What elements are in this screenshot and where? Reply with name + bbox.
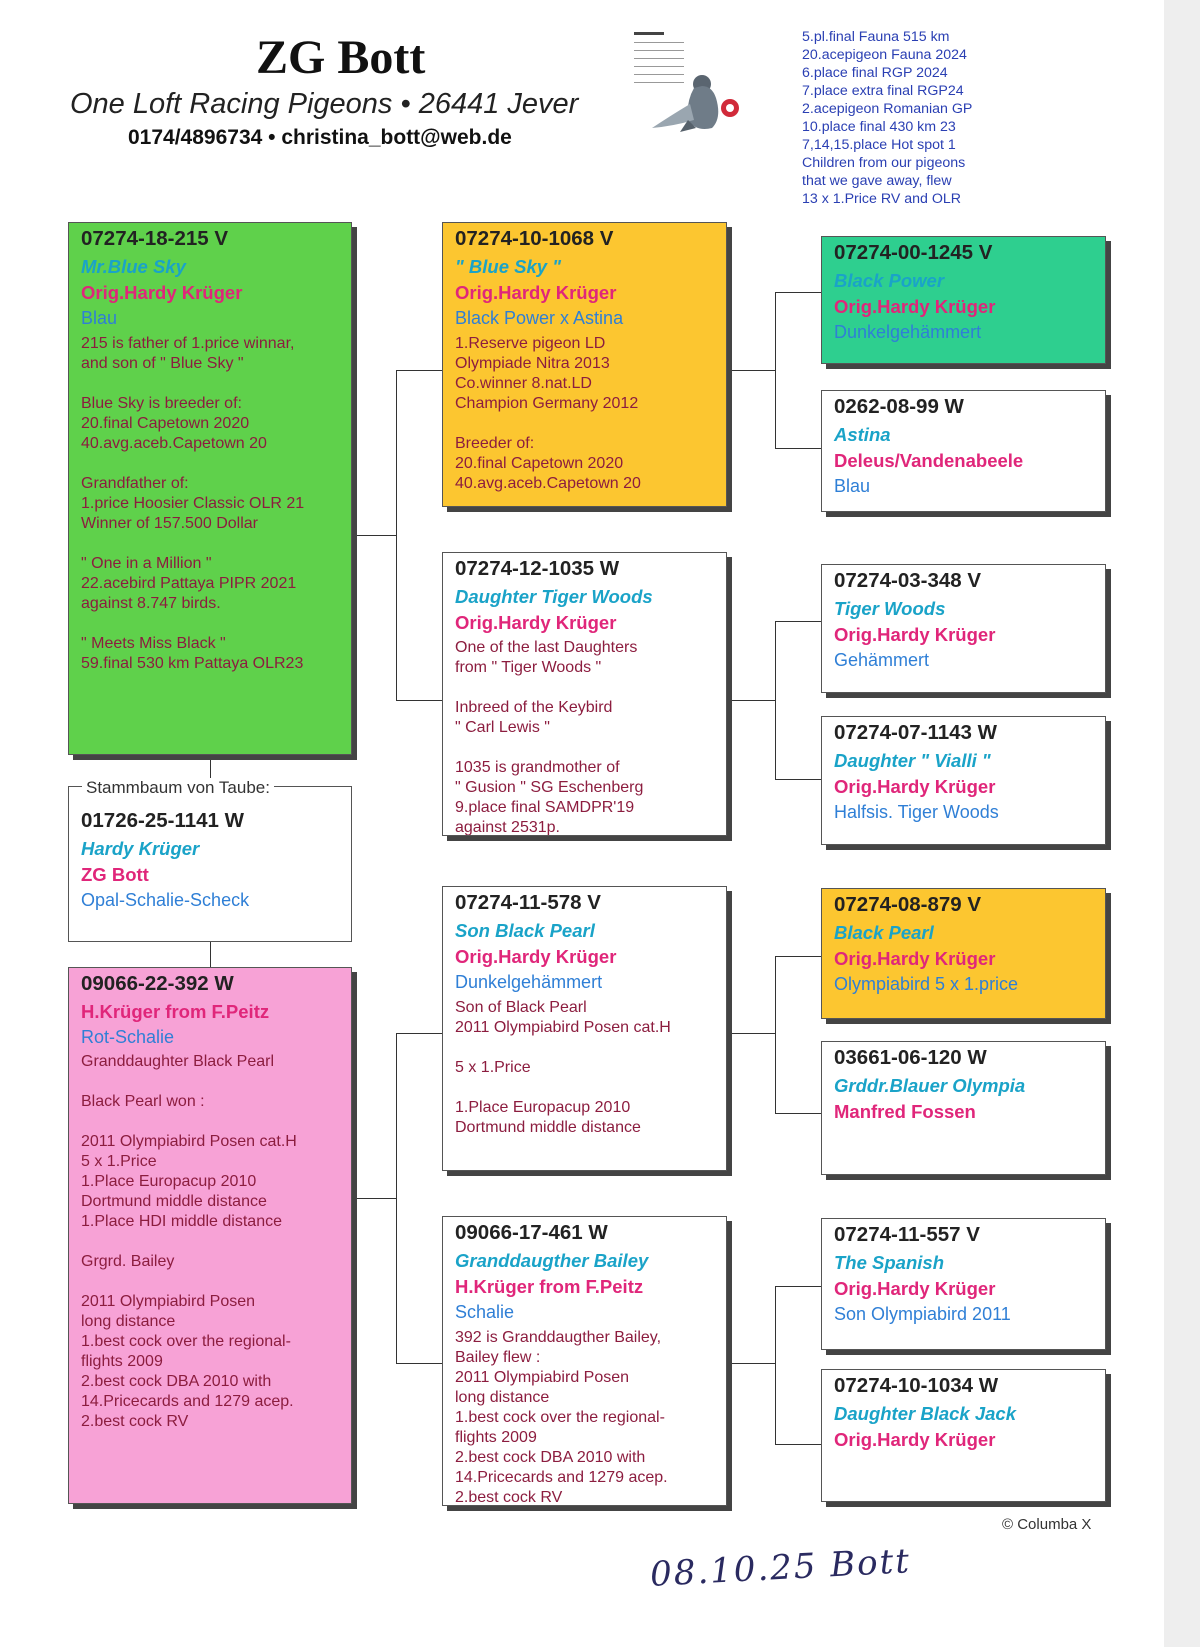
connector: [727, 370, 775, 371]
achievement-item: 7,14,15.place Hot spot 1: [802, 137, 956, 153]
note-line: 392 is Granddaugther Bailey,: [455, 1328, 662, 1346]
note-line: Black Pearl won :: [81, 1093, 205, 1111]
copyright-text: © Columba X: [1002, 1516, 1092, 1533]
note-line: 14.Pricecards and 1279 acep.: [81, 1393, 294, 1411]
pigeon-color: Rot-Schalie: [81, 1026, 175, 1047]
note-line: flights 2009: [455, 1428, 537, 1446]
breeder-name: Orig.Hardy Krüger: [81, 281, 243, 303]
note-line: 2.best cock DBA 2010 with: [81, 1373, 272, 1391]
note-line: Olympiade Nitra 2013: [455, 354, 610, 372]
breeder-name: Orig.Hardy Krüger: [834, 947, 996, 969]
connector: [727, 1033, 775, 1034]
note-line: " One in a Million ": [81, 554, 212, 572]
note-line: [455, 414, 714, 434]
connector: [396, 370, 397, 700]
ring-number: 07274-18-215 V: [81, 227, 229, 250]
note-line: 2.best cock RV: [81, 1413, 189, 1431]
note-line: 1.best cock over the regional-: [455, 1408, 665, 1426]
connector: [775, 956, 821, 957]
note-line: Inbreed of the Keybird: [455, 698, 613, 716]
connector: [396, 1363, 442, 1364]
pigeon-notes: [455, 1328, 714, 1506]
achievement-item: 5.pl.final Fauna 515 km: [802, 29, 950, 45]
note-line: [81, 1072, 339, 1092]
connector: [775, 1113, 821, 1114]
note-line: Breeder of:: [455, 434, 535, 452]
breeder-name: Orig.Hardy Krüger: [834, 775, 996, 797]
breeder-name: Manfred Fossen: [834, 1100, 976, 1122]
ring-number: 0262-08-99 W: [834, 395, 964, 418]
note-line: [81, 454, 339, 474]
connector: [210, 942, 211, 967]
pigeon-notes: [455, 638, 714, 836]
pigeon-name: Hardy Krüger: [81, 837, 200, 859]
connector: [775, 1286, 776, 1444]
pigeon-name: Black Power: [834, 269, 945, 291]
connector: [775, 292, 776, 448]
note-line: Grgrd. Bailey: [81, 1253, 175, 1271]
card-text-lines: [634, 32, 684, 90]
note-line: 215 is father of 1.price winnar,: [81, 334, 295, 352]
connector: [396, 1033, 397, 1363]
note-line: and son of " Blue Sky ": [81, 354, 244, 372]
connector: [775, 1444, 821, 1445]
note-line: 1.Reserve pigeon LD: [455, 334, 606, 352]
pedigree-box-father-father: [442, 222, 727, 507]
note-line: [81, 1272, 339, 1292]
note-line: from " Tiger Woods ": [455, 658, 602, 676]
pigeon-name: Daughter " Vialli ": [834, 749, 991, 771]
note-line: long distance: [455, 1388, 550, 1406]
breeder-name: H.Krüger from F.Peitz: [455, 1275, 644, 1297]
pedigree-box-mother: [68, 967, 352, 1504]
pedigree-box-fmf: [821, 564, 1106, 693]
note-line: 1.Place Europacup 2010: [81, 1173, 257, 1191]
note-line: [81, 534, 339, 554]
note-line: 2011 Olympiabird Posen: [455, 1368, 630, 1386]
pigeon-color: Halfsis. Tiger Woods: [834, 801, 999, 822]
pigeon-color: Blau: [81, 307, 118, 328]
note-line: 20.final Capetown 2020: [455, 454, 624, 472]
connector: [775, 448, 821, 449]
breeder-name: Orig.Hardy Krüger: [834, 623, 996, 645]
pedigree-box-mmf: [821, 1218, 1106, 1350]
page-title: ZG Bott: [256, 31, 426, 84]
note-line: [455, 1038, 714, 1058]
pigeon-color: Olympiabird 5 x 1.price: [834, 973, 1019, 994]
pedigree-box-fmm: [821, 716, 1106, 845]
connector: [396, 700, 442, 701]
note-line: [455, 1078, 714, 1098]
pigeon-color: Schalie: [455, 1301, 515, 1322]
pigeon-color: Gehämmert: [834, 649, 930, 670]
ring-number: 07274-11-578 V: [455, 891, 601, 914]
pigeon-notes: [455, 998, 714, 1138]
note-line: Granddaughter Black Pearl: [81, 1053, 274, 1071]
note-line: Dortmund middle distance: [81, 1193, 267, 1211]
pigeon-name: " Blue Sky ": [455, 255, 561, 277]
pigeon-name: Black Pearl: [834, 921, 934, 943]
note-line: [81, 1232, 339, 1252]
pedigree-box-mmm: [821, 1369, 1106, 1502]
note-line: 5 x 1.Price: [81, 1153, 157, 1171]
note-line: 40.avg.aceb.Capetown 20: [455, 474, 641, 492]
pigeon-name: H.Krüger from F.Peitz: [81, 1000, 270, 1022]
note-line: Champion Germany 2012: [455, 394, 639, 412]
note-line: Grandfather of:: [81, 474, 189, 492]
breeder-name: ZG Bott: [81, 863, 149, 885]
ring-number: 01726-25-1141 W: [81, 809, 244, 832]
connector: [775, 292, 821, 293]
ring-number: 03661-06-120 W: [834, 1046, 987, 1069]
note-line: 59.final 530 km Pattaya OLR23: [81, 654, 304, 672]
note-line: flights 2009: [81, 1353, 163, 1371]
note-line: 9.place final SAMDPR'19: [455, 798, 635, 816]
note-line: 1.price Hoosier Classic OLR 21: [81, 494, 305, 512]
page-edge: [1164, 0, 1200, 1647]
pedigree-box-fff: [821, 236, 1106, 364]
achievement-item: 10.place final 430 km 23: [802, 119, 956, 135]
connector: [727, 700, 775, 701]
pigeon-name: Daughter Black Jack: [834, 1402, 1017, 1424]
pedigree-box-father-mother: [442, 552, 727, 836]
note-line: 14.Pricecards and 1279 acep.: [455, 1468, 668, 1486]
note-line: against 2531p.: [455, 818, 560, 836]
pigeon-name: Tiger Woods: [834, 597, 946, 619]
note-line: 1035 is grandmother of: [455, 758, 620, 776]
pedigree-box-mfm: [821, 1041, 1106, 1175]
note-line: 40.avg.aceb.Capetown 20: [81, 434, 267, 452]
note-line: long distance: [81, 1313, 176, 1331]
pedigree-box-father: [68, 222, 352, 755]
connector: [775, 621, 821, 622]
note-line: One of the last Daughters: [455, 638, 638, 656]
handwritten-signature: 08.10.25 Bott: [649, 1541, 912, 1595]
pigeon-color: Dunkelgehämmert: [455, 971, 603, 992]
note-line: 2.best cock RV: [455, 1488, 563, 1506]
note-line: 2011 Olympiabird Posen: [81, 1293, 256, 1311]
note-line: 1.Place Europacup 2010: [455, 1098, 631, 1116]
pigeon-name: Astina: [834, 423, 891, 445]
note-line: 2011 Olympiabird Posen cat.H: [455, 1018, 671, 1036]
breeder-name: Orig.Hardy Krüger: [834, 1428, 996, 1450]
achievement-item: 7.place extra final RGP24: [802, 83, 964, 99]
pigeon-name: Granddaugther Bailey: [455, 1249, 649, 1271]
ring-number: 07274-08-879 V: [834, 893, 982, 916]
ring-number: 07274-10-1068 V: [455, 227, 614, 250]
achievements-list: [802, 28, 972, 208]
note-line: [81, 1112, 339, 1132]
pedigree-box-ffm: [821, 390, 1106, 512]
note-line: " Gusion " SG Eschenberg: [455, 778, 644, 796]
breeder-name: Orig.Hardy Krüger: [834, 1277, 996, 1299]
note-line: 2011 Olympiabird Posen cat.H: [81, 1133, 297, 1151]
pedigree-box-mother-mother: [442, 1216, 727, 1506]
note-line: [81, 614, 339, 634]
breeder-name: Orig.Hardy Krüger: [455, 945, 617, 967]
connector: [775, 1286, 821, 1287]
pedigree-box-mother-father: [442, 886, 727, 1171]
note-line: 20.final Capetown 2020: [81, 414, 250, 432]
connector: [775, 779, 821, 780]
pigeon-name: Grddr.Blauer Olympia: [834, 1074, 1026, 1096]
pedigree-box-subject: [68, 786, 352, 942]
pigeon-notes: [81, 334, 339, 674]
pigeon-name: The Spanish: [834, 1251, 944, 1273]
ring-number: 07274-03-348 V: [834, 569, 982, 592]
breeder-name: Deleus/Vandenabeele: [834, 449, 1024, 471]
note-line: Bailey flew :: [455, 1348, 541, 1366]
connector: [727, 1363, 775, 1364]
note-line: against 8.747 birds.: [81, 594, 221, 612]
pigeon-color: Black Power x Astina: [455, 307, 624, 328]
pigeon-color: Son Olympiabird 2011: [834, 1303, 1011, 1324]
note-line: 2.best cock DBA 2010 with: [455, 1448, 646, 1466]
achievement-item: Children from our pigeons: [802, 155, 966, 171]
pigeon-name: Mr.Blue Sky: [81, 255, 186, 277]
pigeon-color: Opal-Schalie-Scheck: [81, 889, 250, 910]
note-line: " Carl Lewis ": [455, 718, 550, 736]
pigeon-card-image: [630, 28, 742, 160]
achievement-item: 13 x 1.Price RV and OLR: [802, 191, 962, 207]
note-line: [455, 738, 714, 758]
note-line: Blue Sky is breeder of:: [81, 394, 242, 412]
achievement-item: that we gave away, flew: [802, 173, 952, 189]
note-line: Son of Black Pearl: [455, 998, 587, 1016]
pedigree-box-mff: [821, 888, 1106, 1019]
achievement-item: 20.acepigeon Fauna 2024: [802, 47, 967, 63]
connector: [775, 956, 776, 1113]
note-line: 5 x 1.Price: [455, 1058, 531, 1076]
ring-number: 07274-11-557 V: [834, 1223, 980, 1246]
pigeon-name: Son Black Pearl: [455, 919, 595, 941]
pigeon-notes: [81, 1052, 339, 1432]
connector: [352, 535, 396, 536]
note-line: 22.acebird Pattaya PIPR 2021: [81, 574, 297, 592]
pigeon-color: Blau: [834, 475, 871, 496]
ring-number: 09066-22-392 W: [81, 972, 234, 995]
page-subtitle: One Loft Racing Pigeons • 26441 Jever: [70, 88, 579, 120]
note-line: 1.best cock over the regional-: [81, 1333, 291, 1351]
ring-number: 07274-10-1034 W: [834, 1374, 999, 1397]
subject-legend: Stammbaum von Taube:: [82, 778, 274, 798]
breeder-name: Orig.Hardy Krüger: [455, 281, 617, 303]
pigeon-notes: [455, 334, 714, 494]
note-line: Winner of 157.500 Dollar: [81, 514, 258, 532]
note-line: Co.winner 8.nat.LD: [455, 374, 592, 392]
ring-number: 09066-17-461 W: [455, 1221, 608, 1244]
ring-number: 07274-12-1035 W: [455, 557, 620, 580]
connector: [396, 370, 442, 371]
note-line: " Meets Miss Black ": [81, 634, 226, 652]
connector: [352, 1198, 396, 1199]
pigeon-name: Daughter Tiger Woods: [455, 585, 653, 607]
achievement-item: 6.place final RGP 2024: [802, 65, 948, 81]
ring-number: 07274-07-1143 W: [834, 721, 997, 744]
note-line: 1.Place HDI middle distance: [81, 1213, 282, 1231]
connector: [396, 1033, 442, 1034]
note-line: Dortmund middle distance: [455, 1118, 641, 1136]
pigeon-color: Dunkelgehämmert: [834, 321, 982, 342]
note-line: [455, 678, 714, 698]
contact-line: 0174/4896734 • christina_bott@web.de: [128, 126, 512, 149]
connector: [775, 621, 776, 779]
breeder-name: Orig.Hardy Krüger: [834, 295, 996, 317]
breeder-name: Orig.Hardy Krüger: [455, 611, 617, 633]
ring-number: 07274-00-1245 V: [834, 241, 993, 264]
achievement-item: 2.acepigeon Romanian GP: [802, 101, 973, 117]
note-line: [81, 374, 339, 394]
